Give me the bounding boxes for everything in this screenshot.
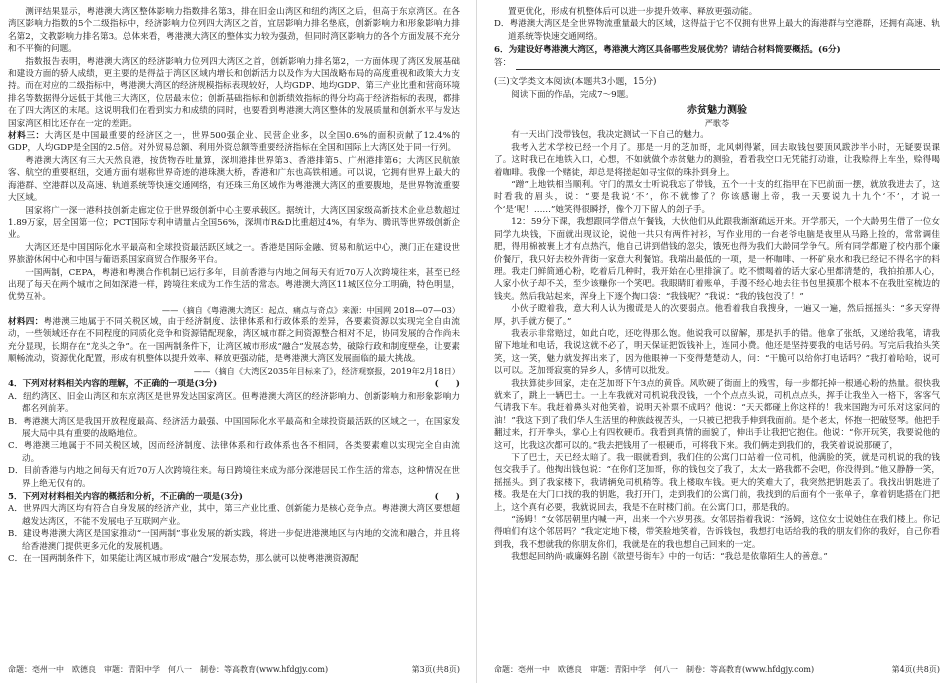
story-paragraph: 下了巴士，天已经太暗了。我一眼就看到，我们住的公寓门口站着一位司机，他满脸的笑，就是司机说的我的钱包交我手了。他掏出钱包说：“在你们芝加哥，你的钱包交了我了，太太一路我都不会吧，你没得到。”他又静静一笑，摇摇头。到了我家楼下，我请辆免司机稍等。我上楼取车钱。更大的笑难大了，我突然把钥匙丢了。我找出钥匙进了楼。我是在大门口找的我的钥匙，我打开门，走到我们的公寓门前，我找到的后面有个一张单子，拿着钥匙搭在门把上，这个真有必要，我就说回去，我是不在时楼门前。在公寓门口，那是我的。	[494, 453, 940, 513]
option-c-continued: 置更优化，形成有机整体后可以进一步提升效率、释放更强动能。	[508, 7, 758, 17]
footer-left	[8, 664, 460, 675]
section-title: (三)文学类文本阅读(本题共3小题，15分)	[494, 77, 657, 88]
question-6: 6．为建设好粤港澳大湾区，粤港澳大湾区具备哪些发展优势？请结合材料简要概括。(6分)	[494, 45, 841, 56]
story-paragraph: 我扶算徒步回家，走在芝加哥下午3点的黄昏。风吹硬了街面上的残雪，每一步都托掉一根通心粉的热量。很快我就来了，跳上一辆巴士。一上车我就对司机说我没钱，一个个点点头说，司机点点头，挥手让我坐入一格下，客客气气请我下车。我赶着鼻头对他笑着，说明天补票不成吗？他说：“天天都碰上你这样的！我来国跑为可乐对这家问的油！”我这下到了我们华人生活里的种族歧视苦头，一只被已把我手伸到我面前。是个老太，怀抱一把破竖琴。他把手翻过来，打开拳头，掌心上有四枚硬币。我看到真情的面貌了，伸出手让我把它抱住。他说：“你开玩笑，我要说他的这可，比我这次都可以的。”我去把钱用了一根硬币，可将我下来。我们俩走到我们的，我笑着说说那硬了，	[494, 378, 940, 451]
material-text: 大湾区是中国最重要的经济区之一，世界500强企业、民营企业多，以全国0.6%的面积贡献了12.4%的GDP，人均GDP是全国的2.5倍。对外贸易总额、利用外资总额等重要经济指标在全国和国际上大湾区处于同一行列。	[8, 131, 460, 154]
answer-prefix: 答：	[494, 57, 512, 68]
left-page	[8, 6, 460, 666]
paragraph: 粤港澳大湾区有三大天然良港，按货物吞吐量算，深圳港排世界第3、香港排第5、广州港排第6；大湾区民航旅客、航空的重要枢纽，交通方面有堪称世界奇迹的港珠澳大桥，香港和广东也高铁相通。可以说，它拥有世界上最大的海港群、空港群以及高速、轨道系统等快速交通网络，有还珠三角区域作为粤港澳大湾区的重要腹地，是世界物流重要大区域。	[8, 155, 460, 204]
question-stem: 4．下列对材料相关内容的理解，不正确的一项是(3分)	[8, 379, 218, 390]
option-a: A．世界四大湾区均有符合自身发展的经济产业，其中，第三产业比重、创新能力是核心竞争点。粤港澳大湾区要想超越发达湾区，不能不发展电子互联网产业。	[8, 504, 460, 527]
source-citation: ——（摘自《粤港澳大湾区：起点、痛点与奇点》来源：中国网 2018—07—03）	[161, 304, 460, 315]
footer-right	[494, 664, 940, 675]
story-paragraph: 我想起回纳尚·戚廉姆名剧《欲望号街车》中的一句话：“我总是依靠陌生人的善意。”	[511, 552, 828, 563]
question-5	[8, 491, 460, 503]
answer-line[interactable]	[516, 69, 940, 70]
material-three	[8, 130, 460, 155]
question-4	[8, 378, 460, 390]
story-paragraph: 有一天出门没带钱包，我决定测试一下自己的魅力。	[511, 130, 709, 141]
option-c: C．在一国两制条件下，如果能让湾区城市形成“融合”发展态势，那么就可以使粤港澳资源配	[8, 554, 359, 565]
story-paragraph: “蹭”上地铁相当顺利。守门的黑女士听说我忘了带钱，五个一十支的红指甲在下巴前面一摆，就放我进去了，这时看我的眉头，说：“要是我说‘不’，你不就惨了？你该感谢上帝，我一天要说九十九个‘不’，才说一个‘是’呢！……”她笑得很瞬抒，像个刀下留人的刽子手。	[494, 180, 940, 215]
material-label: 材料四：	[8, 316, 44, 327]
material-label: 材料三：	[8, 131, 45, 142]
source-citation: ——（摘自《大湾区2035年目标来了》，经济观察报，2019年2月18日）	[193, 366, 460, 377]
paragraph: 国家将广一深一港科技创新走廊定位于世界级创新中心主要承载区。据统计，大湾区国家级高新技术企业总数超过1.89万家，居全国第一位；PCT国际专利申请量占全国56%，深圳市R&D比重超过4%，有华为、腾讯等世界级创新企业。	[8, 205, 460, 241]
page-number: 第4页(共8页)	[891, 665, 940, 674]
question-stem: 5．下列对材料相关内容的概括和分析，不正确的一项是(3分)	[8, 492, 243, 503]
answer-paren: ( )	[434, 492, 460, 503]
answer-paren: ( )	[434, 379, 460, 390]
footer-meta: 命题：亳州一中 欧德良 审题：青阳中学 何八一 制卷：等高教育(www.hfdgjy.com)	[8, 665, 329, 674]
option-b: B．粤港澳大湾区是我国开放程度最高、经济活力最强、中国国际化水平最高和全球投资最活跃的区域之一，在国家发展大局中具有重要的战略地位。	[8, 416, 460, 439]
option-d: D．目前香港与内地之间每天有近70万人次跨境往来。每日跨境往来成为部分深港居民工作生活的常态，这种情况在世界上绝无仅有的。	[8, 466, 460, 489]
paragraph: 测评结果显示，粤港澳大湾区整体影响力指数排名第3，排在旧金山湾区和纽约湾区之后，但高于东京湾区。在各湾区影响力指数的5个二级指标中，经济影响力位列四大湾区之首，宜居影响力排名垫底，创新影响力和形象影响力排名第2，文教影响力排名第3。总体来看，粤港澳大湾区的整体实力较为强劲，但同时湾区影响力的各个方面发展不充分和不平衡的问题。	[8, 7, 460, 55]
story-author: 严歌苓	[704, 118, 730, 129]
instruction: 阅读下面的作品，完成7～9题。	[511, 90, 634, 101]
story-paragraph: 我考入艺术学校已经一个月了。那是一月的芝加哥，北风刺得紧，回去取钱包要顶风跋涉半小时，无疑要误课了。这时我已在地铁入口，心想，不如就做个赤贫魅力的测验，看看我空口无凭能打动谁，让我赊得上车坐，赊得喝着咖啡。我像一个赌徒，却总是将搓起如寻宝似的珠扑到身上。	[494, 142, 940, 178]
material-four	[8, 316, 460, 366]
option-a: A．纽约湾区、旧金山湾区和东京湾区是世界发达国家湾区。但粤港澳大湾区的经济影响力、创新影响力和形象影响力都名列前茅。	[8, 391, 460, 415]
right-page	[494, 6, 940, 666]
option-b: B．建设粤港澳大湾区是国家推动“一国两制”事业发展的新实践，将进一步促进港澳地区与内地的交流和融合，并且将给香港澳门提供更多元化的发展机遇。	[8, 529, 460, 552]
story-paragraph: 我表示非常赔过，如此白吃，还吃得那么饱。他说我可以留解，那是扒手的错。他拿了张纸，又递给我笔，请我留下地址和电话，我说这就不必了，明天保证把饭钱补上，连同小费。他还是坚持要我的电话号码。写完后我抬头笑笑，这一笑，魅力就发挥出来了，因为他眼神一下变得楚楚动人，问：“干脆可以给你打电话吗？”我打着哈哈，说可以可以。芝加哥寂寞的异乡人，多情可以批发。	[494, 328, 940, 377]
page-divider	[476, 0, 477, 683]
option-d: D．粤港澳大湾区是全世界物流重量最大的区域，这得益于它不仅拥有世界上最大的海港群与空港群，还拥有高速、轨道系统等快速交通网络。	[494, 19, 940, 42]
option-c: C．粤港澳三地属于不同关税区域，因而经济制度、法律体系和行政体系也各不相同，各类要素难以实现完全自由流动。	[8, 441, 460, 464]
story-paragraph: 小伙子瞪着我，意大利人认为搬谎是人的次要弱点。他看着我自我搜身，一遍又一遍，然后摇摇头：“多天穿得厚，扒手就方便了。”	[494, 304, 940, 327]
story-paragraph: “汤姆！”女邻居朝里内喊一声，出来一个六岁男孩。女邻居指着我说：“汤姆，这位女士说她住在我们楼上。你记得咱们有这个邻居吗？”我定定地下楼，带笑脸地笑着，告诉钱包，我想打电话给我的我的朋友们你的我好，自己你看到我，我不想就我的你朋友你们，我就是在的我也想自己回来的一定。	[494, 515, 940, 550]
paragraph: 指数报告表明，粤港澳大湾区的经济影响力位列四大湾区之首，创新影响力排名第2，一方面体现了湾区发展基础和建设方面的骄人成绩，更主要的是得益于湾区区域内增长和创新活力以及作为大国战略布局的高度重视和政策大力支持。而在对应的二级指标中，粤港澳大湾区的经济规模指标表现较好，人均GDP、地均GDP、第三产业比重和营商环境排名等数据得分远低于其他三大湾区，位居最末位；创新基础指标和创新绩效指标的得分均高于经济指标的表现，都排在了四大湾区的末尾。这说明我们在看到实力和成绩的同时，也要看到粤港澳大湾区整体的发展质量和创新水平与发达国家湾区相比还存在一定的差距。	[8, 56, 460, 129]
paragraph: 一国两制，CEPA，粤港和粤澳合作机制已运行多年，目前香港与内地之间每天有近70万人次跨境往来，甚至已经出现了每天在两个城市之间如深港一样，跨境往来成为工作生活的常态。粤港澳大湾区11城区位分工明确，特色明显，优势互补。	[8, 267, 460, 303]
story-paragraph: 12：59分下课，我想跟同学借点午餐钱，大伙他们从此跟我渐渐疏远开来。开学那天，一个大龄男生借了一位女同学九块钱，下面就出现议论，说他一共只有两件衬衫，写作业用的一台老爷电脑是夜里从马路上捡的，常常调佳肥，得用棉被裹上才有点热汽，他自己讲到借钱的忽尖，饿死也得为我们大龄同学争气。所有同学都避了校内那个廉价餐厅，我只好去校外背街一家意大利餐馆。我瑞出最低的一项，是一杯咖啡、一杯矿泉水和我已经记不得名字的料理。我走门鲜简通心粉，吃着后几种时，我开始在心里排演了。吃不惯喝着的话大家心里都清楚的，我拍拍那人心，人家小伙子却不关，至少该赚你一个笑吧。我眼睛盯着账单，手漫不经心地去往书包里摸那个根本不在我肚室梳边的钱夹。然后我站起来，浑身上下逐个掏口袋：“我钱呢？”我说：“我的钱包没了！”	[494, 217, 940, 302]
footer-meta: 命题：亳州一中 欧德良 审题：青阳中学 何八一 制卷：等高教育(www.hfdgjy.com)	[494, 665, 815, 674]
story-title: 赤贫魅力测验	[687, 105, 747, 117]
paragraph: 大湾区还是中国国际化水平最高和全球投资最活跃区域之一。香港是国际金融、贸易和航运中心，澳门正在建设世界旅游休闲中心和中国与葡语系国家商贸合作服务平台。	[8, 242, 460, 266]
page-number: 第3页(共8页)	[411, 665, 460, 674]
material-text: 粤港澳三地属于不同关税区域，由于经济制度、法律体系和行政体系的差异，各要素资源以实现完全自由流动，一些领域还存在不同程度的同质化竞争和资源错配现象，湾区城市群之间资源整合相对不足，协同发展的合作尚未充分显现，长期存在“龙头之争”。在一国两制条件下，让湾区城市形成“融合”发展态势，破除行政和制度壁垒，让要素顺畅流动，资源优化配置，形成有机整体以提升效率、释放更强动能，是粤港澳大湾区发展面临的最大挑战。	[8, 316, 460, 364]
